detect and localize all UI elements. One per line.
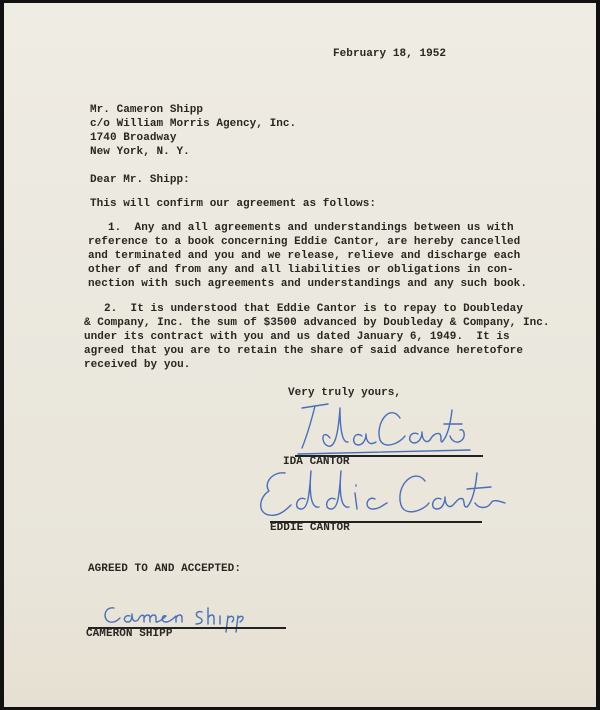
paragraph-line: reference to a book concerning Eddie Cantor, are hereby cancelled (88, 236, 521, 248)
address-line: Mr. Cameron Shipp (90, 104, 204, 116)
closing: Very truly yours, (288, 387, 402, 399)
signatory-name-ida: IDA CANTOR (283, 456, 350, 468)
paragraph-line: and terminated and you and we release, relieve and discharge each (88, 250, 521, 262)
ida-cantor-signature (290, 398, 490, 458)
paragraph-line: under its contract with you and us dated January 6, 1949. It is (84, 331, 510, 343)
intro-line: This will confirm our agreement as follows: (90, 198, 376, 210)
acceptance-label: AGREED TO AND ACCEPTED: (88, 563, 241, 575)
paragraph-line: agreed that you are to retain the share of said advance heretofore (84, 345, 523, 357)
paragraph-line: & Company, Inc. the sum of $3500 advanced by Doubleday & Company, Inc. (84, 317, 550, 329)
eddie-cantor-signature (255, 463, 525, 525)
signatory-name-eddie: EDDIE CANTOR (270, 522, 350, 534)
address-line: New York, N. Y. (90, 146, 190, 158)
salutation: Dear Mr. Shipp: (90, 174, 190, 186)
address-line: c/o William Morris Agency, Inc. (90, 118, 297, 130)
paragraph-line: other of and from any and all liabilities or obligations in con- (88, 264, 514, 276)
paragraph-line: 1. Any and all agreements and understandings between us with (88, 222, 514, 234)
letter-date: February 18, 1952 (333, 48, 447, 60)
paragraph-line: 2. It is understood that Eddie Cantor is to repay to Doubleday (84, 303, 523, 315)
paragraph-line: nection with such agreements and understandings and any such book. (88, 278, 527, 290)
address-line: 1740 Broadway (90, 132, 177, 144)
paragraph-line: received by you. (84, 359, 191, 371)
acceptor-name: CAMERON SHIPP (86, 628, 173, 640)
